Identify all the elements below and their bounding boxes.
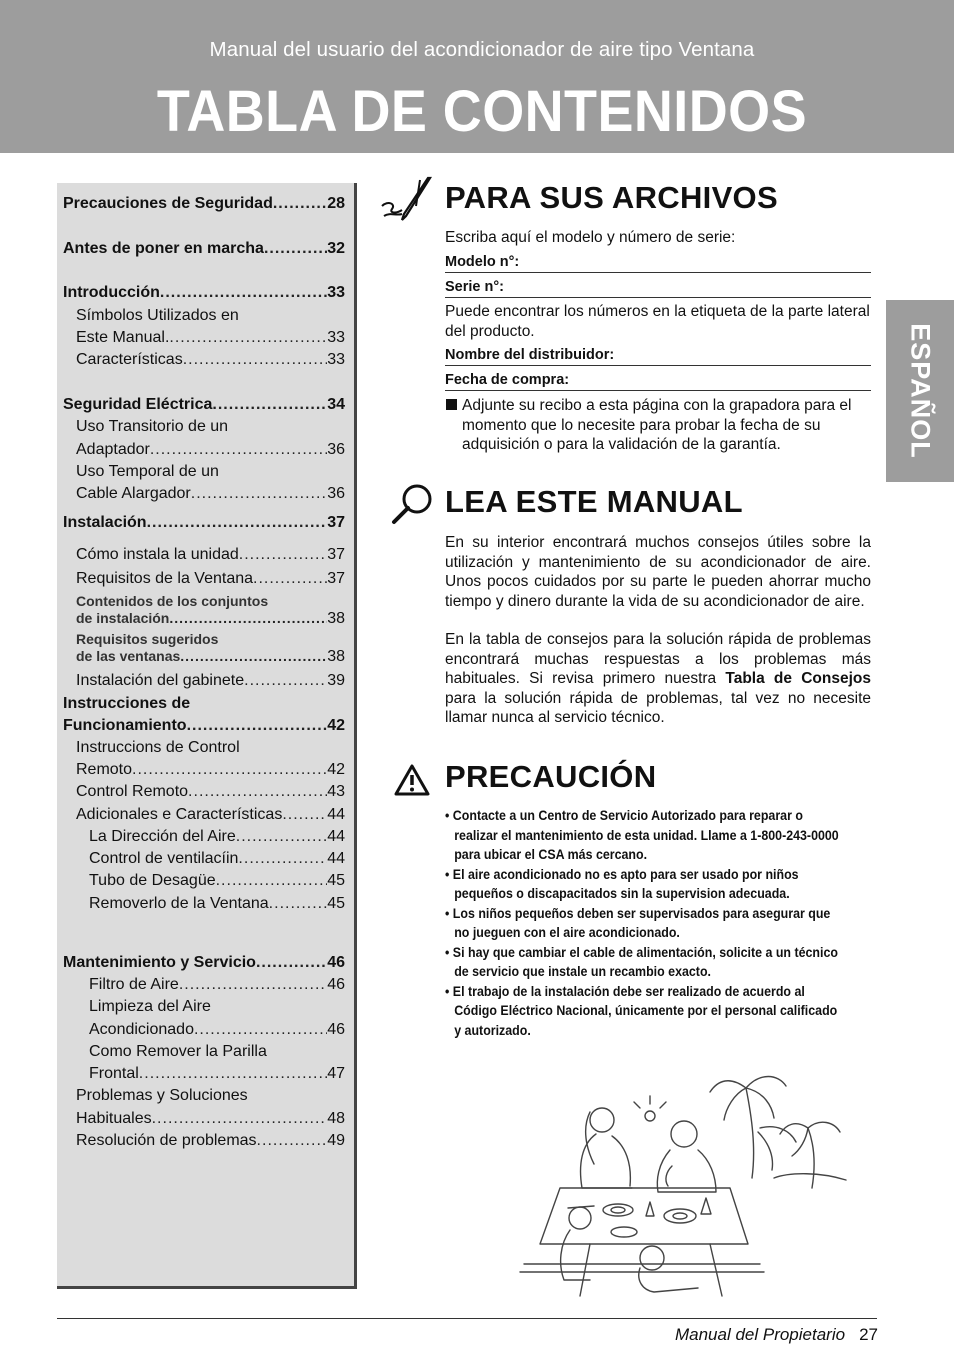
- toc-entry: Símbolos Utilizados en: [76, 307, 239, 324]
- warning-icon: [394, 764, 430, 796]
- toc-entry: Precauciones de Seguridad ..... 28: [63, 194, 345, 214]
- toc-entry: de las ventanas ..... 38: [76, 648, 345, 665]
- caution-title: PRECAUCIÓN: [445, 759, 657, 794]
- toc-entry: Remoto ..... 42: [76, 760, 345, 780]
- toc-entry: Introducción ..... 33: [63, 283, 345, 303]
- toc-entry: Funcionamiento ..... 42: [63, 716, 345, 736]
- caution-item: • Si hay que cambiar el cable de alimentación, solicite a un técnico de servicio que instale un recambio exacto.: [445, 944, 838, 979]
- toc-entry: Uso Temporal de un: [76, 463, 219, 480]
- read-title: LEA ESTE MANUAL: [445, 484, 743, 519]
- toc-entry: Antes de poner en marcha ..... 32: [63, 239, 345, 259]
- model-field: Modelo n°:: [445, 253, 871, 273]
- toc-entry: Como Remover la Parilla: [89, 1043, 267, 1060]
- toc-entry: Cómo instala la unidad ..... 37: [76, 545, 345, 565]
- caution-item: • Contacte a un Centro de Servicio Autorizado para reparar o realizar el mantenimiento de esta unidad. Llame a 1-800-243-0000 para ubicar el CSA más cercano.: [445, 808, 839, 862]
- serial-field: Serie n°:: [445, 278, 871, 298]
- toc-entry: Resolución de problemas ..... 49: [76, 1131, 345, 1151]
- read-paragraph-1: En su interior encontrará muchos consejos útiles sobre la utilización y mantenimiento de su acondicionador de aire. Unos pocos cuidados por su parte le pueden ahorrar mucho tiempo y dinero durante la vida de su acondicionador de aire.: [445, 534, 871, 610]
- read-paragraph-2: En la tabla de consejos para la solución rápida de problemas encontrará muchas respuestas a los problemas más habituales. Si revisa primero nuestra Tabla de Consejos para la solución rápida de problemas, tal vez no necesite llamar nunca al servicio técnico.: [445, 631, 871, 726]
- records-title: PARA SUS ARCHIVOS: [445, 180, 778, 215]
- page-title: TABLA DE CONTENIDOS: [156, 79, 808, 144]
- toc-entry: Control de ventilacíin ..... 44: [89, 849, 345, 869]
- records-intro: Escriba aquí el modelo y número de serie:: [445, 229, 736, 246]
- toc-entry: Cable Alargador ..... 36: [76, 484, 345, 504]
- toc-entry: Frontal ..... 47: [89, 1064, 345, 1084]
- toc-entry: Problemas y Soluciones: [76, 1087, 248, 1104]
- toc-entry: Características ..... 33: [76, 350, 345, 370]
- language-tab: [886, 300, 954, 482]
- toc-entry: Instruccions de Control: [76, 739, 240, 756]
- toc-entry: Adicionales e Características ..... 44: [76, 805, 345, 825]
- toc-entry: Habituales ..... 48: [76, 1109, 345, 1129]
- caution-item: • El trabajo de la instalación debe ser realizado de acuerdo al Código Eléctrico Nacional, únicamente por el personal calificado y autorizado.: [445, 983, 838, 1038]
- purchase-date-field: Fecha de compra:: [445, 371, 871, 391]
- caution-item: • Los niños pequeños deben ser supervisados para asegurar que no jueguen con el aire acondicionado.: [445, 905, 831, 940]
- magnifier-icon: [390, 482, 436, 528]
- toc-entry: Adaptador ..... 36: [76, 440, 345, 460]
- toc-entry: Mantenimiento y Servicio ..... 46: [63, 953, 345, 973]
- picnic-illustration: [520, 1068, 850, 1306]
- toc-entry: Instalación del gabinete ..... 39: [76, 671, 345, 691]
- toc-entry: Removerlo de la Ventana ..... 45: [89, 894, 345, 914]
- toc-entry: Seguridad Eléctrica ..... 34: [63, 395, 345, 415]
- header-band: [0, 0, 954, 153]
- footer-label: Manual del Propietario: [674, 1325, 846, 1344]
- square-bullet-icon: [446, 399, 457, 410]
- table-of-contents: [57, 183, 357, 1289]
- toc-entry: Control Remoto ..... 43: [76, 782, 345, 802]
- language-tab-label: ESPAÑOL: [905, 323, 936, 459]
- toc-entry: de instalación ..... 38: [76, 610, 345, 627]
- caution-item: • El aire acondicionado no es apto para ser usado por niños pequeños o discapacitados sin la supervision adecuada.: [445, 866, 799, 901]
- staple-note: Adjunte su recibo a esta página con la grapadora para el momento que lo necesite para probar la fecha de su adquisición o para la validación de la garantía.: [462, 397, 852, 453]
- toc-entry: Filtro de Aire ..... 46: [89, 975, 345, 995]
- toc-entry: Instrucciones de: [63, 695, 191, 712]
- toc-entry: Requisitos de la Ventana ..... 37: [76, 569, 345, 589]
- toc-entry: Acondicionado ..... 46: [89, 1020, 345, 1040]
- page-number: 27: [859, 1325, 878, 1344]
- toc-entry: Este Manual. ..... 33: [76, 328, 345, 348]
- toc-entry: La Dirección del Aire ..... 44: [89, 827, 345, 847]
- footer-rule: [57, 1318, 877, 1319]
- header-subtitle: Manual del usuario del acondicionador de aire tipo Ventana: [209, 38, 755, 61]
- toc-entry: Limpieza del Aire: [89, 998, 211, 1015]
- toc-entry: Uso Transitorio de un: [76, 418, 229, 435]
- toc-entry: Instalación ..... 37: [63, 513, 345, 533]
- footer: [675, 1325, 878, 1345]
- dealer-field: Nombre del distribuidor:: [445, 346, 871, 366]
- toc-entry: Tubo de Desagüe ..... 45: [89, 871, 345, 891]
- toc-entry: Requisitos sugeridos: [76, 631, 219, 647]
- label-note: Puede encontrar los números en la etiqueta de la parte lateral del producto.: [445, 303, 870, 340]
- caution-list: [445, 806, 841, 1040]
- toc-entry: Contenidos de los conjuntos: [76, 593, 269, 609]
- pen-icon: [380, 176, 436, 224]
